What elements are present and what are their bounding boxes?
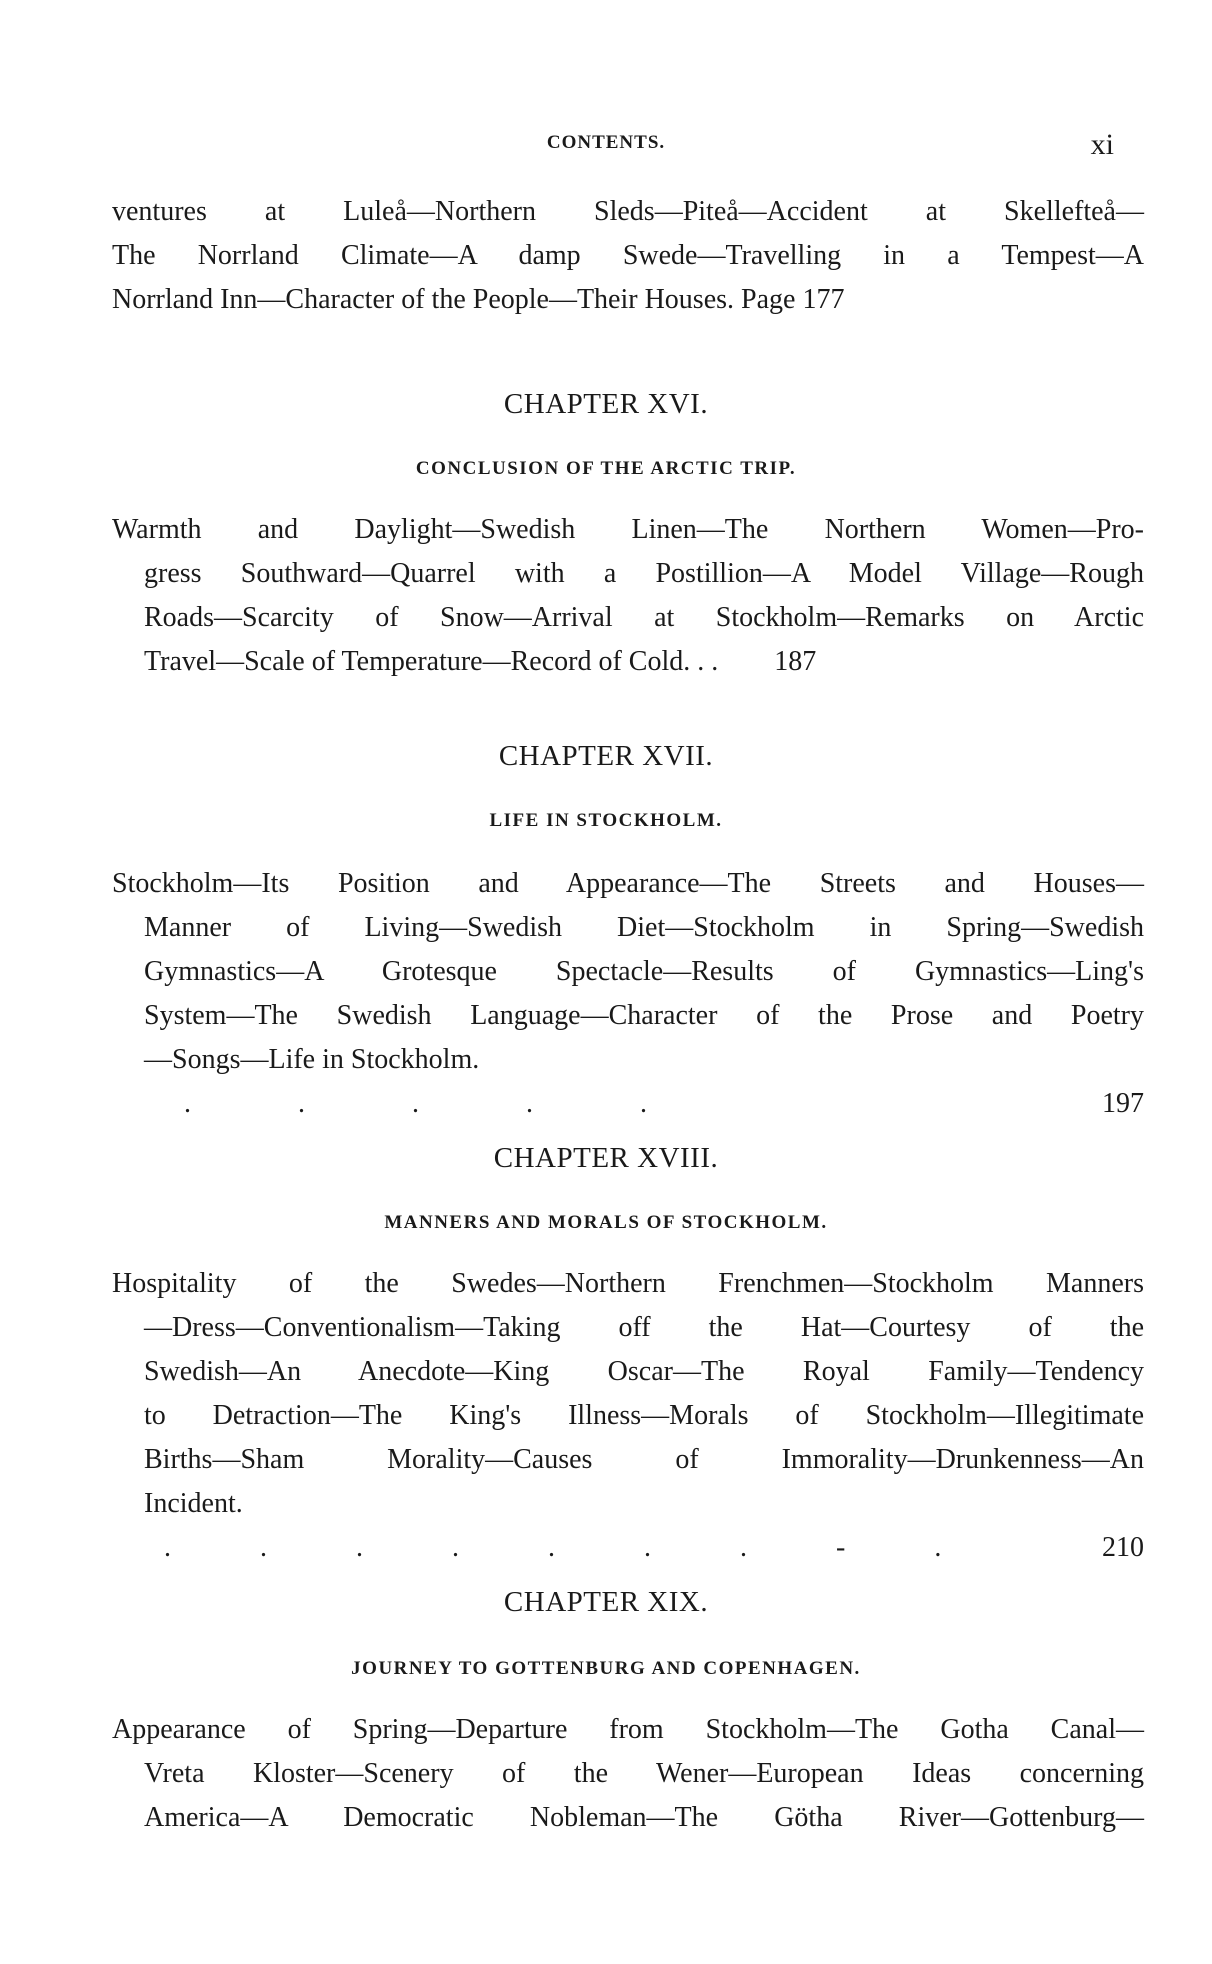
chapter-heading: CHAPTER XVIII.	[493, 1142, 719, 1174]
text-line: Warmth and Daylight—Swedish Linen—The Northern Women—Pro-	[112, 514, 1144, 545]
chapter-summary	[112, 862, 1144, 1126]
chapter-heading: CHAPTER XVII.	[498, 740, 714, 772]
text-line: System—The Swedish Language—Character of the Prose and Poetry	[144, 1000, 1144, 1031]
text-line: Norrland Inn—Character of the People—Their Houses.	[112, 284, 735, 315]
text-line: to Detraction—The King's Illness—Morals of Stockholm—Illegitimate	[144, 1400, 1144, 1431]
text-line: Births—Sham Morality—Causes of Immorality—Drunkenness—An	[144, 1444, 1144, 1475]
text-line: Vreta Kloster—Scenery of the Wener—European Ideas concerning	[144, 1758, 1144, 1789]
chapter-summary	[112, 508, 1144, 684]
text-line: The Norrland Climate—A damp Swede—Travelling in a Tempest—A	[112, 240, 1144, 271]
page-number: xi	[1090, 128, 1114, 161]
text-line: —Songs—Life in Stockholm.	[144, 1044, 480, 1075]
text-line-with-page	[112, 640, 1144, 684]
text-line-with-page	[112, 1482, 1144, 1570]
text-line: Appearance of Spring—Departure from Stockholm—The Gotha Canal—	[112, 1714, 1144, 1745]
text-line: Hospitality of the Swedes—Northern Frenchmen—Stockholm Manners	[112, 1268, 1144, 1299]
text-line: Swedish—An Anecdote—King Oscar—The Royal Family—Tendency	[144, 1356, 1144, 1387]
dot-leader: . . . . .	[184, 1088, 659, 1119]
chapter-title: JOURNEY TO GOTTENBURG AND COPENHAGEN.	[351, 1658, 861, 1679]
text-line-with-page	[112, 278, 1144, 322]
text-line: —Dress—Conventionalism—Taking off the Hat—Courtesy of the	[144, 1312, 1144, 1343]
text-line: Travel—Scale of Temperature—Record of Cold.	[144, 646, 691, 677]
chapter-title: CONCLUSION OF THE ARCTIC TRIP.	[415, 458, 797, 479]
dot-leader: . . . . . . . - .	[164, 1532, 951, 1563]
page-reference: 187	[774, 646, 817, 677]
page-reference: 210	[1102, 1532, 1144, 1563]
chapter-heading: CHAPTER XVI.	[503, 388, 709, 420]
text-line: Stockholm—Its Position and Appearance—The Streets and Houses—	[112, 868, 1144, 899]
text-line: Roads—Scarcity of Snow—Arrival at Stockholm—Remarks on Arctic	[144, 602, 1144, 633]
chapter-summary	[112, 1262, 1144, 1570]
page-reference: Page 177	[741, 284, 845, 315]
text-line: Manner of Living—Swedish Diet—Stockholm in Spring—Swedish	[144, 912, 1144, 943]
chapter-title: MANNERS AND MORALS OF STOCKHOLM.	[384, 1212, 828, 1233]
page-reference: 197	[1102, 1088, 1144, 1119]
text-line: gress Southward—Quarrel with a Postillion—A Model Village—Rough	[144, 558, 1144, 589]
text-line: Gymnastics—A Grotesque Spectacle—Results of Gymnastics—Ling's	[144, 956, 1144, 987]
chapter-title: LIFE IN STOCKHOLM.	[489, 810, 723, 831]
dot-leader: . .	[697, 646, 719, 677]
running-head-title: CONTENTS.	[546, 132, 666, 153]
chapter-heading: CHAPTER XIX.	[503, 1586, 709, 1618]
running-head	[0, 128, 1212, 168]
continuation-paragraph	[112, 190, 1144, 322]
text-line: ventures at Luleå—Northern Sleds—Piteå—Accident at Skellefteå—	[112, 196, 1144, 227]
text-line: Incident.	[144, 1488, 243, 1519]
text-line: America—A Democratic Nobleman—The Götha River—Gottenburg—	[144, 1802, 1144, 1833]
text-line-with-page	[112, 1038, 1144, 1126]
chapter-summary	[112, 1708, 1144, 1840]
